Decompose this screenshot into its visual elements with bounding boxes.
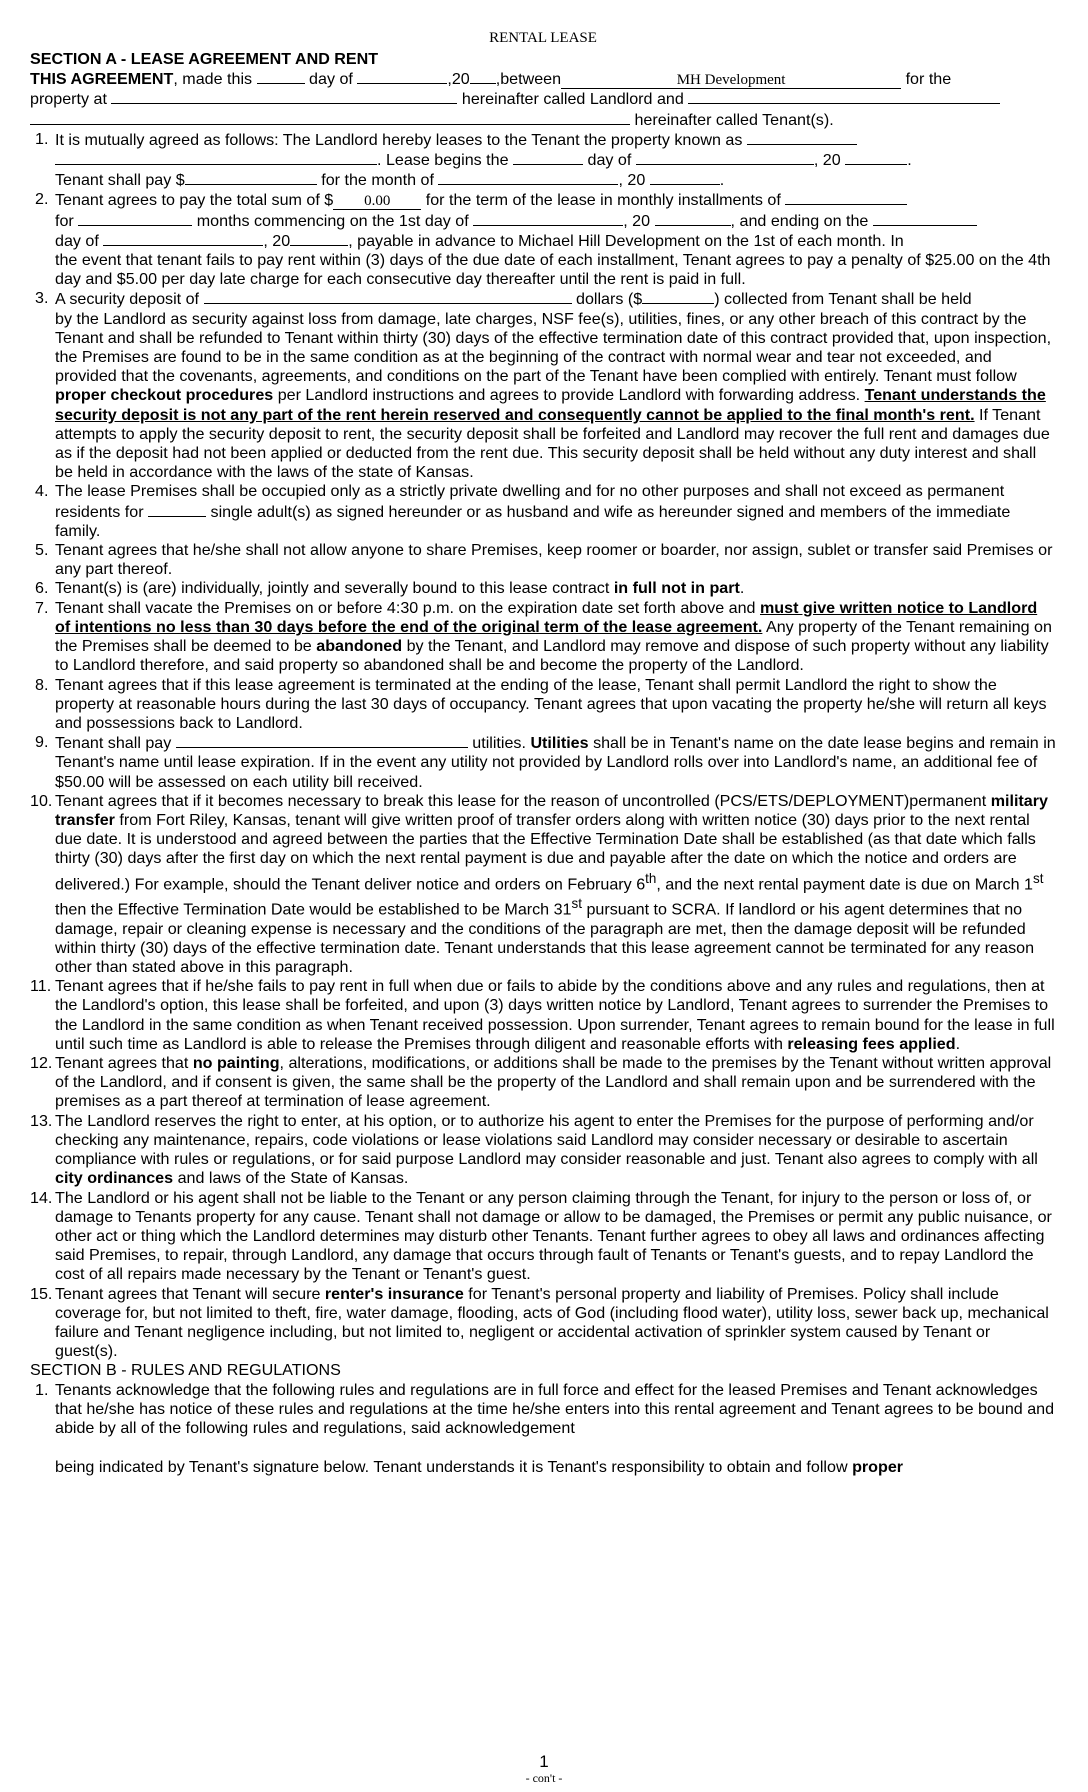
tenant-name-blank[interactable] <box>688 89 1000 104</box>
clause-text: , payable in advance to Michael Hill Development on the 1st of each month. In <box>348 231 904 250</box>
ending-year-blank[interactable] <box>290 231 348 246</box>
clause-4 <box>30 482 1056 541</box>
clause-number: 3. <box>35 289 49 308</box>
clause-text: Tenant agrees that if this lease agreement is terminated at the ending of the lease, Tenant shall permit Landlord the right to show the property at reasonable hours during the last 30 days of occupancy. Tenant agrees that upon vacating the property he/she will return all keys and possessions back to Landlord. <box>55 675 1047 732</box>
clause-text: Tenant agrees that if he/she fails to pay rent in full when due or fails to abide by the conditions above and any rules and regulations, then at the Landlord's option, this lease shall be forfeited, and upon (3) days written notice by Landlord, Tenant agrees to surrender the Premises to the Landlord in the same condition as when Tenant received possession. Upon surrender, Tenant agrees to remain bound for the lease in full until such time as Landlord is able to release the Premises through diligent and reasonable efforts with <box>55 977 1055 1053</box>
clause-text: If Tenant attempts to apply the security deposit to rent, the security deposit shall be forfeited and Landlord may recover the full rent and damages due as if the deposit had not been applied or deducted from the rent due. This security deposit shall be held without any duty interest and shall be held in accordance with the laws of the state of Kansas. <box>55 405 1050 482</box>
agreement-text: ,20 <box>447 70 470 89</box>
spacer <box>55 1438 1056 1458</box>
clause-number: 1. <box>35 129 49 148</box>
months-blank[interactable] <box>78 211 192 226</box>
deposit-amount-blank[interactable] <box>642 289 714 304</box>
agreement-line <box>30 69 1056 89</box>
agreement-text: for the <box>905 70 952 89</box>
tenant-line <box>30 110 1056 130</box>
clause-number: 1. <box>35 1380 49 1399</box>
clause-text: for the term of the lease in monthly installments of <box>425 191 781 210</box>
clause-text: shall be in Tenant's name on the date lease begins and remain in Tenant's name until lease expiration. If in the event any utility not provided by Landlord rolls over into Landlord's name, an additional fee of $50.00 will be assessed on each utility bill received. <box>55 734 1056 791</box>
in-full-bold: in full not in part <box>613 579 740 598</box>
superscript: st <box>571 896 582 912</box>
clause-number: 8. <box>35 675 49 694</box>
lease-begin-month-blank[interactable] <box>636 150 814 165</box>
lease-document <box>30 28 1056 1477</box>
clause-text: Tenant agrees that if it becomes necessary to break this lease for the reason of uncontrolled (PCS/ETS/DEPLOYMENT)permanent <box>55 791 987 810</box>
clause-text: , 20 <box>623 211 651 230</box>
clause-1: 1. It is mutually agreed as follows: The Landlord hereby leases to the Tenant the property known as . Lease begins the day of , 20 . Tenant shall pay $ for the month of , 20 . <box>35 129 912 190</box>
clause-text: , 20 <box>263 231 291 250</box>
lease-begin-year-blank[interactable] <box>845 150 907 165</box>
clause-number: 9. <box>35 733 49 752</box>
clause-text: for the month of <box>321 171 434 190</box>
clause-number: 10. <box>30 791 53 810</box>
agreement-text: ,between <box>495 70 562 89</box>
clause-number: 6. <box>35 579 49 598</box>
city-ordinances-bold: city ordinances <box>55 1169 174 1188</box>
clause-number: 11. <box>30 977 52 996</box>
clause-text: being indicated by Tenant's signature below. Tenant understands it is Tenant's responsibility to obtain and follow <box>55 1458 848 1477</box>
clause-text: , and ending on the <box>730 211 869 230</box>
clause-15 <box>30 1285 1056 1362</box>
clause-number: 7. <box>35 598 49 617</box>
written-notice-bold: must give written notice to Landlord of intentions no less than 30 days before the end of the original term of the lease agreement. <box>55 598 1038 636</box>
commence-year-blank[interactable] <box>655 211 731 226</box>
clause-text: for Tenant's personal property and liability of Premises. Policy shall include coverage for, but not limited to theft, fire, water damage, flooding, acts of God (including flood water), utility loss, sewer back up, mechanical failure and Tenant negligence including, but not limited to, negligent or accidental activation of sprinkler system caused by Tenant or guest(s). <box>55 1284 1049 1361</box>
property-known-blank[interactable] <box>747 130 857 145</box>
ending-day-blank[interactable] <box>873 211 977 226</box>
clause-text: months commencing on the 1st day of <box>196 211 469 230</box>
clause-text: . <box>739 579 745 598</box>
clause-text: It is mutually agreed as follows: The Landlord hereby leases to the Tenant the property known as <box>55 130 743 149</box>
clause-text: for <box>55 211 74 230</box>
clause-text: then the Effective Termination Date would be established to be March 31 <box>55 900 572 919</box>
clause-text: Tenant shall pay $ <box>55 171 185 190</box>
landlord-called-text: hereinafter called Landlord and <box>461 90 684 109</box>
clause-number: 12. <box>30 1054 53 1073</box>
clause-text: Tenants acknowledge that the following rules and regulations are in full force and effect for the leased Premises and Tenant acknowledges that he/she has notice of these rules and regulations at the time he/she enters into this rental agreement and Tenant agrees to be bound and abide by all of the following rules and regulations, said acknowledgement <box>55 1380 1055 1437</box>
lease-begin-day-blank[interactable] <box>513 150 583 165</box>
clause-text: Tenant(s) is (are) individually, jointly and severally bound to this lease contract <box>55 579 610 598</box>
checkout-procedures-bold: proper checkout procedures <box>55 386 274 405</box>
rent-year-blank[interactable] <box>650 170 720 185</box>
clause-number: 5. <box>35 541 49 560</box>
day-blank[interactable] <box>257 69 305 84</box>
clause-number: 4. <box>35 482 49 501</box>
clause-number: 14. <box>30 1188 53 1207</box>
clause-3 <box>30 289 1056 482</box>
abandoned-bold: abandoned <box>316 637 403 656</box>
clause-text: The lease Premises shall be occupied only as a strictly private dwelling and for no other purposes and shall not exceed as permanent residents for <box>55 482 1005 521</box>
continued-label: - con't - <box>525 1771 563 1785</box>
clause-text: The Landlord reserves the right to enter, at his option, or to authorize his agent to enter the Premises for the purpose of performing and/or checking any maintenance, repairs, code violations or lease violations said Landlord may consider necessary or desirable to ascertain compliance with rules or regulations, or for said purpose Landlord may consider reasonable and just. Tenant also agrees to comply with all <box>55 1111 1038 1169</box>
clause-text: . Lease begins the <box>377 151 509 170</box>
releasing-fees-bold: releasing fees applied <box>787 1034 956 1053</box>
superscript: th <box>645 870 657 886</box>
clause-13 <box>30 1112 1056 1189</box>
property-line <box>30 89 1056 109</box>
clause-text: the event that tenant fails to pay rent within (3) days of the due date of each installment, Tenant agrees to pay a penalty of $25.00 on the 4th day and $5.00 per day late charge for each consecutive day thereafter until the rent is paid in full. <box>55 251 1051 289</box>
clause-number: 13. <box>30 1111 53 1130</box>
clause-text: Tenant shall pay <box>55 734 172 753</box>
utilities-bold: Utilities <box>530 734 589 753</box>
clause-8 <box>30 676 1056 734</box>
clause-text: by the Landlord as security against loss from damage, late charges, NSF fee(s), utilities, fines, or any other breach of this contract by the Tenant and shall be refunded to Tenant within thirty (30) days of the effective termination date of this contract provided that, upon inspection, the Premises are found to be in the same condition as at the beginning of the contract with normal wear and tear not exceeded, and provided that the covenants, agreements, and conditions on the part of the Tenant have been complied with entirely. Tenant must follow <box>55 309 1052 386</box>
clause-text: day of <box>55 231 99 250</box>
clause-14 <box>30 1189 1056 1285</box>
clause-text: by the Tenant, and Landlord may remove and dispose of such property without any liability to Landlord therefore, and said property so abandoned shall be and become the property of the Landlord. <box>55 637 1049 675</box>
clause-7 <box>30 599 1056 676</box>
rent-amount-blank[interactable] <box>185 170 317 185</box>
clause-text: utilities. <box>472 734 526 753</box>
document-title: RENTAL LEASE <box>489 30 597 46</box>
clause-text: A security deposit of <box>55 290 200 309</box>
property-address-blank[interactable] <box>111 89 457 104</box>
installment-blank[interactable] <box>785 190 907 205</box>
clause-text: , and the next rental payment date is due on March 1 <box>656 874 1033 893</box>
clause-text: Tenant agrees that <box>55 1054 189 1073</box>
agreement-text: , made this <box>173 70 253 89</box>
clause-2 <box>30 190 1056 289</box>
clause-5 <box>30 541 1056 579</box>
ending-month-blank[interactable] <box>103 231 263 246</box>
clause-text: day of <box>587 151 632 170</box>
residents-count-blank[interactable] <box>148 502 206 517</box>
page-number: 1 <box>539 1752 549 1771</box>
clause-text: pursuant to SCRA. If landlord or his agent determines that no damage, repair or cleaning expense is necessary and the conditions of the paragraph are met, then the damage deposit will be refunded within thirty (30) days of the effective termination date. Tenant understands that this lease agreement cannot be terminated for any reason other than stated above in this paragraph. <box>55 900 1035 977</box>
property-label: property at <box>30 90 107 109</box>
clause-text: and laws of the State of Kansas. <box>177 1169 409 1188</box>
clause-text: dollars ($ <box>576 290 643 309</box>
clause-text: ) collected from Tenant shall be held <box>714 290 972 309</box>
renters-insurance-bold: renter's insurance <box>324 1284 464 1303</box>
deposit-not-rent-bold: Tenant understands the security deposit is not any part of the rent herein reserved and consequently cannot be applied to the final month's rent. <box>55 386 1046 424</box>
clause-text: single adult(s) as signed hereunder or as husband and wife as hereunder signed and members of the immediate family. <box>55 502 1011 540</box>
tenant-called-text: hereinafter called Tenant(s). <box>634 110 834 129</box>
proper-bold: proper <box>852 1458 904 1477</box>
clause-10 <box>30 792 1056 978</box>
clause-text: The Landlord or his agent shall not be liable to the Tenant or any person claiming through the Tenant, for injury to the person or loss of, or damage to Tenants property for any cause. Tenant shall not damage or allow to be damaged, the Premises or permit any public nuisance, or other act or thing which the Landlord determines may disturb other Tenants. Tenant further agrees to obey all laws and ordinances affecting said Premises, to repair, through Landlord, any damage that occurs through fault of Tenants or Tenant's guests, and to repay Landlord the cost of all repairs made necessary by the Tenant or Tenant's guest. <box>55 1188 1052 1284</box>
clause-text: , alterations, modifications, or additions shall be made to the premises by the Tenant without written approval of the Landlord, and if consent is given, the same shall be the property of the Landlord and shall remain upon and be surrendered with the premises as a part thereof at termination of lease agreement. <box>55 1054 1052 1111</box>
month-blank[interactable] <box>357 69 447 84</box>
clause-number: 15. <box>30 1284 53 1303</box>
clause-11 <box>30 977 1056 1054</box>
clause-6 <box>30 579 1056 598</box>
year-blank[interactable] <box>470 69 496 84</box>
section-b-heading: SECTION B - RULES AND REGULATIONS <box>30 1361 341 1380</box>
clause-number: 2. <box>35 190 49 209</box>
clause-text: . <box>955 1034 961 1053</box>
rule-1 <box>30 1381 1056 1478</box>
clause-text: Tenant agrees to pay the total sum of $ <box>55 191 334 210</box>
agreement-bold: THIS AGREEMENT <box>30 70 174 89</box>
clause-text: , 20 <box>813 151 841 170</box>
rent-month-blank[interactable] <box>438 170 618 185</box>
tenant-name-blank-2[interactable] <box>30 110 630 125</box>
no-painting-bold: no painting <box>192 1054 280 1073</box>
clause-text: Tenant agrees that Tenant will secure <box>55 1284 321 1303</box>
total-sum-field[interactable]: 0.00 <box>333 193 421 210</box>
clause-text: Tenant shall vacate the Premises on or before 4:30 p.m. on the expiration date set forth above and <box>55 598 756 617</box>
clause-text: per Landlord instructions and agrees to provide Landlord with forwarding address. <box>277 386 861 405</box>
section-a-heading: SECTION A - LEASE AGREEMENT AND RENT <box>30 50 379 68</box>
superscript: st <box>1032 870 1044 886</box>
clause-text: Tenant agrees that he/she shall not allow anyone to share Premises, keep roomer or boarder, nor assign, sublet or transfer said Premises or any part thereof. <box>55 541 1053 579</box>
clause-text: , 20 <box>618 171 646 190</box>
agreement-text: day of <box>309 70 353 89</box>
commence-month-blank[interactable] <box>473 211 623 226</box>
landlord-name-field[interactable]: MH Development <box>561 72 901 89</box>
clause-9 <box>30 733 1056 792</box>
military-transfer-bold: military transfer <box>55 791 1048 829</box>
utilities-blank[interactable] <box>176 733 468 748</box>
deposit-words-blank[interactable] <box>204 289 572 304</box>
property-known-blank-2[interactable] <box>55 150 377 165</box>
clause-12 <box>30 1054 1056 1112</box>
clause-text: Any property of the Tenant remaining on the Premises shall be deemed to be <box>55 617 1052 656</box>
clause-text: from Fort Riley, Kansas, tenant will give written proof of transfer orders along with written notice (30) days prior to the next rental due date. It is understood and agreed between the parties that the Effective Termination Date shall be established (as that date which falls thirty (30) days after the first day on which the next rental payment is due and payable after the date on which the notice and orders are delivered.) For example, should the Tenant deliver notice and orders on February 6 <box>55 810 1036 893</box>
